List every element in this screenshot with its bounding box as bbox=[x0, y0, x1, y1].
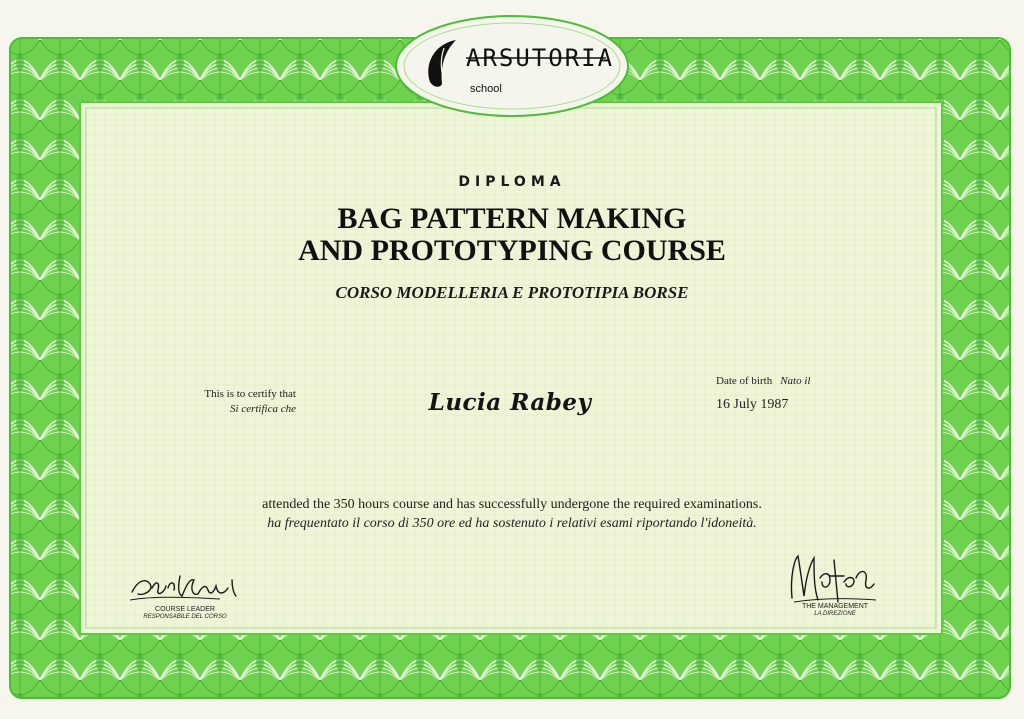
logo-tagline: school bbox=[470, 83, 502, 95]
statement-it: ha frequentato il corso di 350 ore ed ha sostenuto i relativi esami riportando l'idoneità. bbox=[267, 516, 757, 531]
course-leader-role-en: COURSE LEADER bbox=[155, 606, 215, 613]
statement-en: attended the 350 hours course and has successfully undergone the required examinations. bbox=[262, 497, 762, 512]
birth-date-value: 16 July 1987 bbox=[716, 397, 789, 412]
certify-text-it: Si certifica che bbox=[230, 403, 296, 415]
birth-date-label-en: Date of birth bbox=[716, 375, 773, 387]
management-signature bbox=[780, 548, 880, 608]
recipient-name: Lucia Rabey bbox=[428, 389, 592, 416]
certify-text-en: This is to certify that bbox=[204, 388, 296, 400]
course-subtitle: CORSO MODELLERIA E PROTOTIPIA BORSE bbox=[335, 283, 689, 302]
course-leader-role-it: RESPONSABILE DEL CORSO bbox=[143, 614, 227, 620]
management-role-en: THE MANAGEMENT bbox=[801, 603, 869, 610]
birth-date-label bbox=[716, 375, 810, 387]
logo-name: ARSUTORIA bbox=[466, 44, 615, 72]
management-role-it: LA DIREZIONE bbox=[814, 611, 856, 617]
course-title-line2: AND PROTOTYPING COURSE bbox=[298, 234, 726, 267]
course-leader-signature bbox=[124, 566, 254, 610]
birth-date-label-it: Nato il bbox=[780, 375, 811, 387]
diploma-heading: DIPLOMA bbox=[458, 174, 566, 190]
course-title-line1: BAG PATTERN MAKING bbox=[337, 202, 687, 235]
